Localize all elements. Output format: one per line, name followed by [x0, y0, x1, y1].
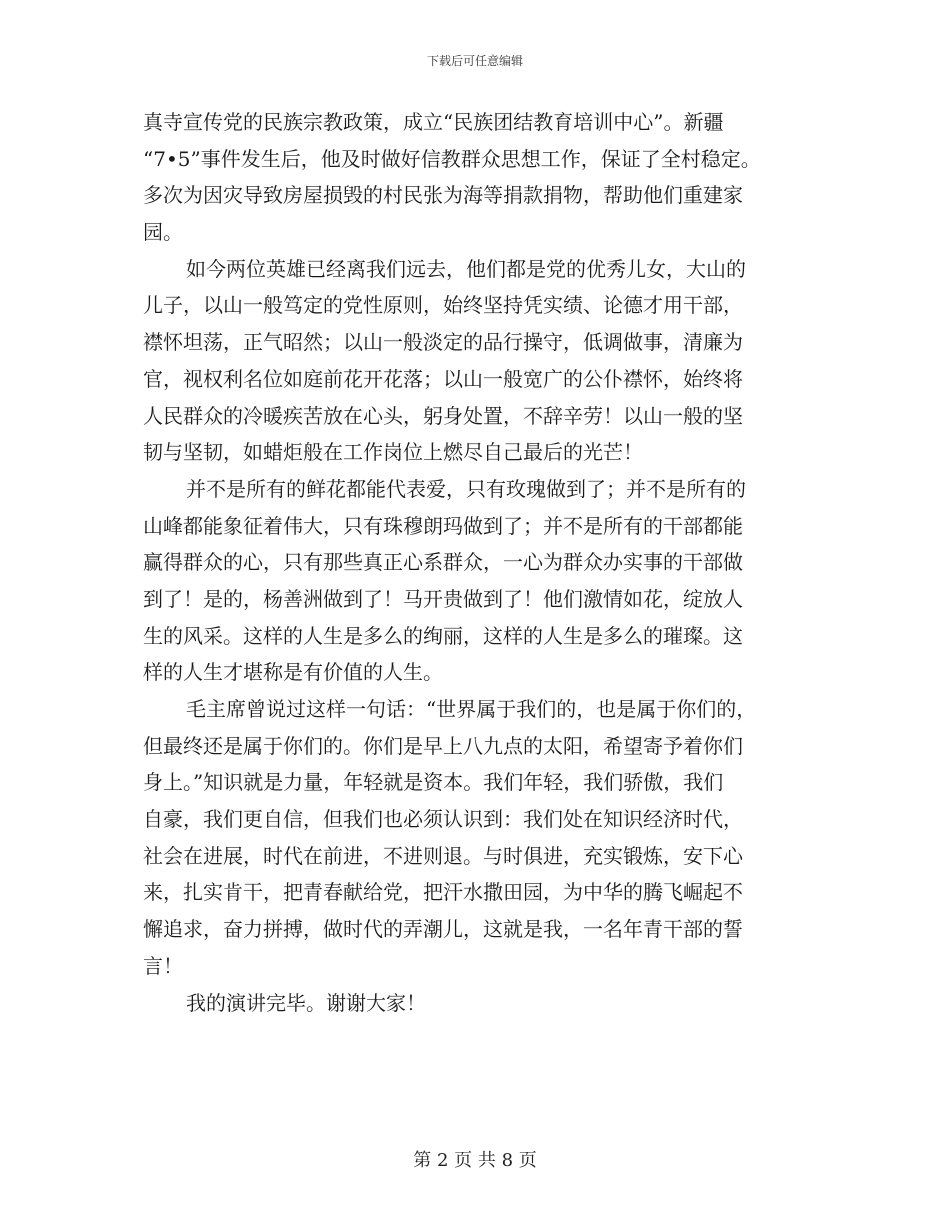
text-line: 来，扎实肯干，把青春献给党，把汗水撒田园，为中华的腾飞崛起不 — [143, 880, 743, 905]
text-line: 身上。”知识就是力量，年轻就是资本。我们年轻，我们骄傲，我们 — [143, 770, 724, 795]
text-line: 社会在进展，时代在前进，不进则退。与时俱进，充实锻炼，安下心 — [143, 843, 743, 868]
text-line: 山峰都能象征着伟大，只有珠穆朗玛做到了；并不是所有的干部都能 — [143, 513, 743, 538]
text-line: 到了！是的，杨善洲做到了！马开贵做到了！他们激情如花，绽放人 — [143, 586, 743, 611]
text-line: 儿子，以山一般笃定的党性原则，始终坚持凭实绩、论德才用干部， — [143, 293, 743, 318]
page-footer: 第 2 页 共 8 页 — [413, 1150, 537, 1171]
text-line: 园。 — [143, 220, 183, 245]
text-line: 赢得群众的心，只有那些真正心系群众，一心为群众办实事的干部做 — [143, 550, 743, 575]
text-line: 言！ — [143, 953, 183, 978]
text-line: 官，视权利名位如庭前花开花落；以山一般宽广的公仆襟怀，始终将 — [143, 366, 743, 391]
paragraph-start-line: 并不是所有的鲜花都能代表爱，只有玫瑰做到了；并不是所有的 — [186, 476, 746, 501]
paragraph-start-line: 如今两位英雄已经离我们远去，他们都是党的优秀儿女，大山的 — [186, 256, 746, 281]
page-header: 下载后可任意编辑 — [426, 54, 523, 68]
text-line: 生的风采。这样的人生是多么的绚丽，这样的人生是多么的璀璨。这 — [143, 623, 743, 648]
text-line: 懈追求，奋力拼搏，做时代的弄潮儿，这就是我，一名年青干部的誓 — [143, 917, 743, 942]
text-line: “7•5”事件发生后，他及时做好信教群众思想工作，保证了全村稳定。 — [143, 146, 761, 171]
paragraph-start-line: 我的演讲完毕。谢谢大家！ — [186, 990, 426, 1015]
text-line: 样的人生才堪称是有价值的人生。 — [143, 660, 443, 685]
paragraph-start-line: 毛主席曾说过这样一句话：“世界属于我们的，也是属于你们的， — [186, 697, 757, 721]
text-line: 但最终还是属于你们的。你们是早上八九点的太阳，希望寄予着你们 — [143, 733, 743, 758]
text-line: 韧与坚韧，如蜡炬般在工作岗位上燃尽自己最后的光芒！ — [143, 440, 643, 465]
text-line: 人民群众的冷暖疾苦放在心头，躬身处置，不辞辛劳！以山一般的坚 — [143, 403, 743, 428]
text-line: 自豪，我们更自信，但我们也必须认识到：我们处在知识经济时代， — [143, 807, 743, 832]
document-body — [143, 104, 823, 1021]
text-line: 襟怀坦荡，正气昭然；以山一般淡定的品行操守，低调做事，清廉为 — [143, 330, 743, 355]
text-line: 多次为因灾导致房屋损毁的村民张为海等捐款捐物，帮助他们重建家 — [143, 183, 743, 208]
text-line: 真寺宣传党的民族宗教政策，成立“民族团结教育培训中心”。新疆 — [143, 110, 724, 134]
